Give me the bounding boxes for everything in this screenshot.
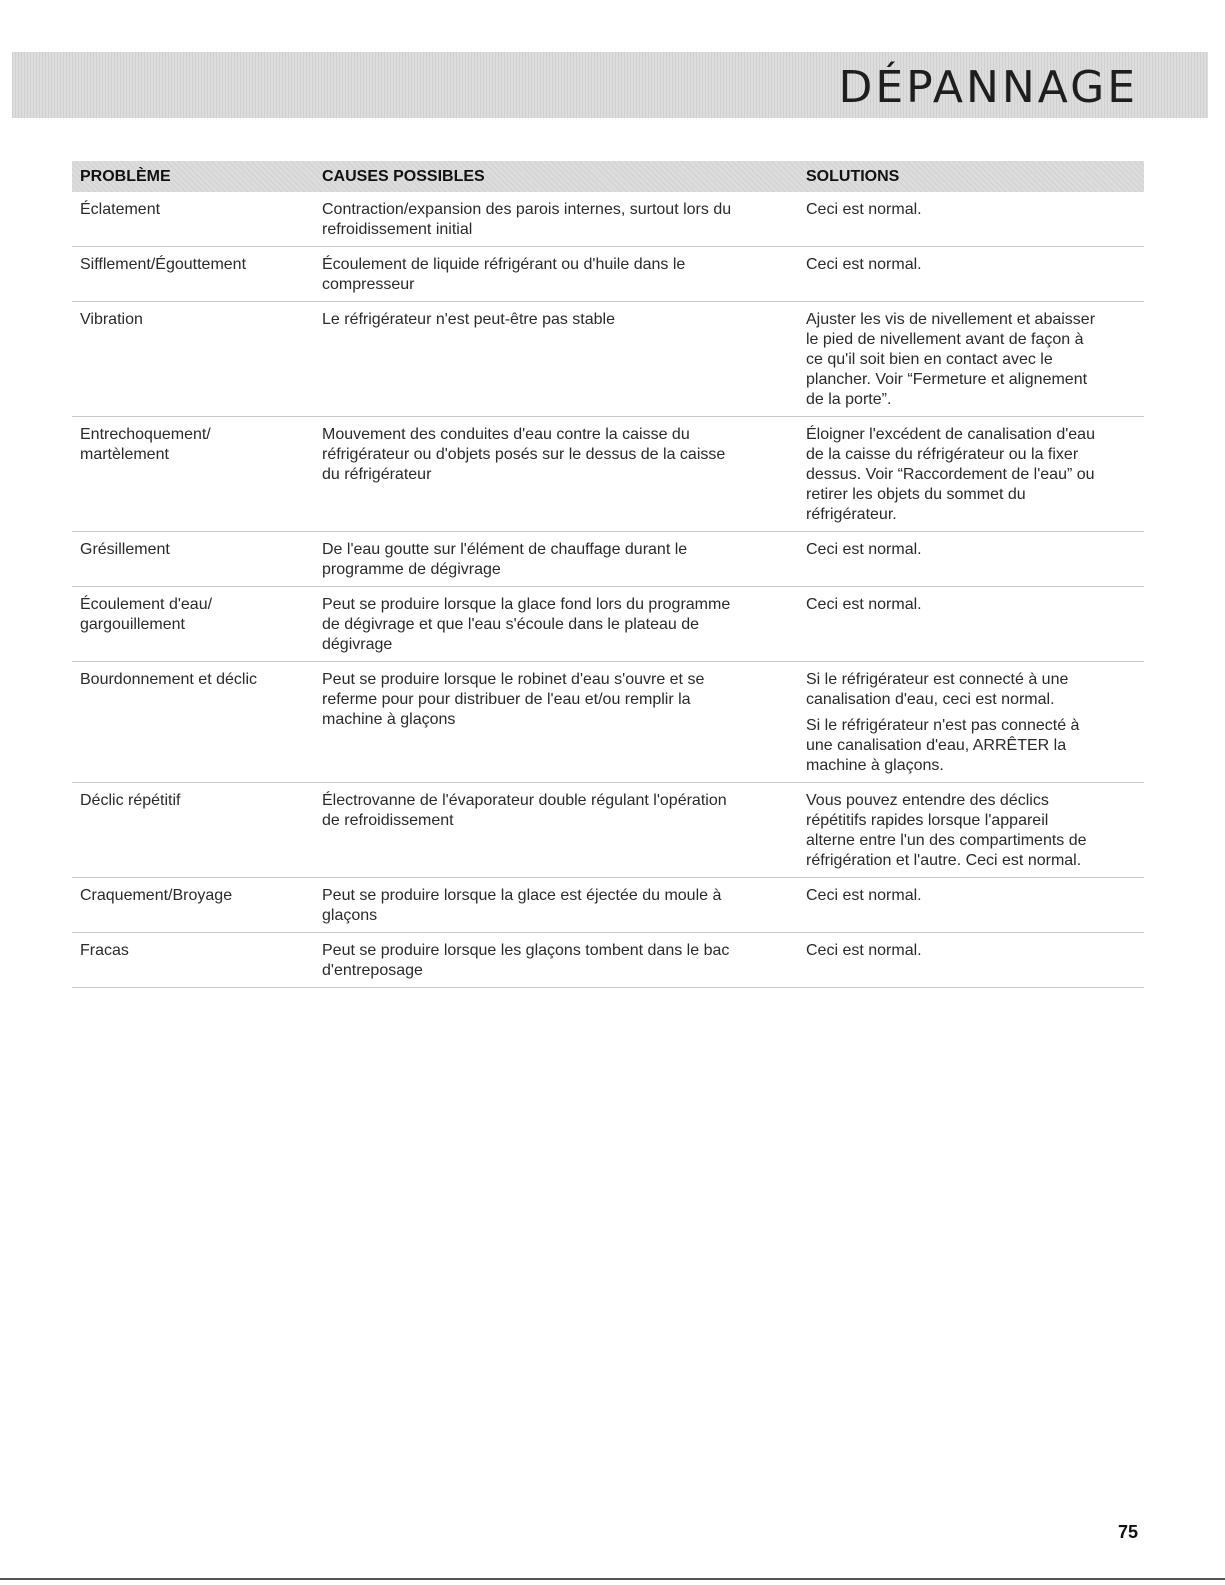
solution-text: Ceci est normal. <box>806 256 922 273</box>
solution-text: Ceci est normal. <box>806 541 922 558</box>
solution-text: Si le réfrigérateur n'est pas connecté à une canalisation d'eau, ARRÊTER la machine à glaçons. <box>806 717 1080 774</box>
table-row <box>72 933 1144 988</box>
solution-cell <box>800 540 1144 580</box>
problem-cell: Craquement/Broyage <box>80 887 233 904</box>
table-row <box>72 302 1144 417</box>
solution-cell <box>800 791 1144 871</box>
solution-text: Ceci est normal. <box>806 201 922 218</box>
troubleshooting-table <box>72 161 1144 988</box>
problem-cell: Éclatement <box>80 201 161 218</box>
table-row <box>72 532 1144 587</box>
solution-cell <box>800 941 1144 981</box>
table-header <box>72 161 1144 192</box>
problem-cell: Déclic répétitif <box>80 792 181 809</box>
problem-cell: Bourdonnement et déclic <box>80 671 257 688</box>
table-row <box>72 878 1144 933</box>
cause-cell: Peut se produire lorsque le robinet d'eau s'ouvre et se referme pour pour distribuer de l'eau et/ou remplir la machine à glaçons <box>322 671 705 728</box>
cause-cell: Peut se produire lorsque la glace fond lors du programme de dégivrage et que l'eau s'écoule dans le plateau de dégivrage <box>322 596 731 653</box>
table-row <box>72 783 1144 878</box>
table-row <box>72 192 1144 247</box>
solution-cell <box>800 255 1144 295</box>
section-banner <box>12 52 1208 118</box>
cause-cell: Peut se produire lorsque les glaçons tombent dans le bac d'entreposage <box>322 942 730 979</box>
problem-cell: Fracas <box>80 942 129 959</box>
column-header-solutions: SOLUTIONS <box>806 168 900 185</box>
bottom-rule <box>0 1578 1225 1580</box>
cause-cell: De l'eau goutte sur l'élément de chauffage durant le programme de dégivrage <box>322 541 688 578</box>
solution-text: Ceci est normal. <box>806 887 922 904</box>
solution-cell <box>800 425 1144 525</box>
table-row <box>72 247 1144 302</box>
solution-text: Si le réfrigérateur est connecté à une canalisation d'eau, ceci est normal. <box>806 671 1069 708</box>
page-title: DÉPANNAGE <box>838 62 1138 113</box>
solution-cell <box>800 886 1144 926</box>
cause-cell: Peut se produire lorsque la glace est éjectée du moule à glaçons <box>322 887 722 924</box>
column-header-causes: CAUSES POSSIBLES <box>322 168 485 185</box>
table-body <box>72 192 1144 988</box>
problem-cell: Écoulement d'eau/ gargouillement <box>80 596 213 633</box>
solution-text: Ajuster les vis de nivellement et abaisser le pied de nivellement avant de façon à ce qu'il soit bien en contact avec le plancher. Voir “Fermeture et alignement de la porte”. <box>806 311 1096 408</box>
problem-cell: Vibration <box>80 311 143 328</box>
column-header-problem: PROBLÈME <box>80 168 171 185</box>
cause-cell: Écoulement de liquide réfrigérant ou d'huile dans le compresseur <box>322 256 686 293</box>
solution-cell <box>800 595 1144 655</box>
cause-cell: Électrovanne de l'évaporateur double régulant l'opération de refroidissement <box>322 792 727 829</box>
table-row <box>72 417 1144 532</box>
problem-cell: Sifflement/Égouttement <box>80 256 247 273</box>
cause-cell: Mouvement des conduites d'eau contre la caisse du réfrigérateur ou d'objets posés sur le dessus de la caisse du réfrigérateur <box>322 426 726 483</box>
solution-text: Ceci est normal. <box>806 942 922 959</box>
solution-cell <box>800 310 1144 410</box>
solution-text: Vous pouvez entendre des déclics répétitifs rapides lorsque l'appareil alterne entre l'un des compartiments de réfrigération et l'autre. Ceci est normal. <box>806 792 1087 869</box>
cause-cell: Le réfrigérateur n'est peut-être pas stable <box>322 311 615 328</box>
page-number: 75 <box>1118 1522 1139 1542</box>
solution-text: Éloigner l'excédent de canalisation d'eau de la caisse du réfrigérateur ou la fixer dessus. Voir “Raccordement de l'eau” ou retirer les objets du sommet du réfrigérateur. <box>806 426 1095 523</box>
solution-cell <box>800 200 1144 240</box>
table-row <box>72 587 1144 662</box>
table-row <box>72 662 1144 783</box>
problem-cell: Grésillement <box>80 541 170 558</box>
problem-cell: Entrechoquement/ martèlement <box>80 426 211 463</box>
cause-cell: Contraction/expansion des parois internes, surtout lors du refroidissement initial <box>322 201 732 238</box>
solution-text: Ceci est normal. <box>806 596 922 613</box>
solution-cell <box>800 670 1144 776</box>
